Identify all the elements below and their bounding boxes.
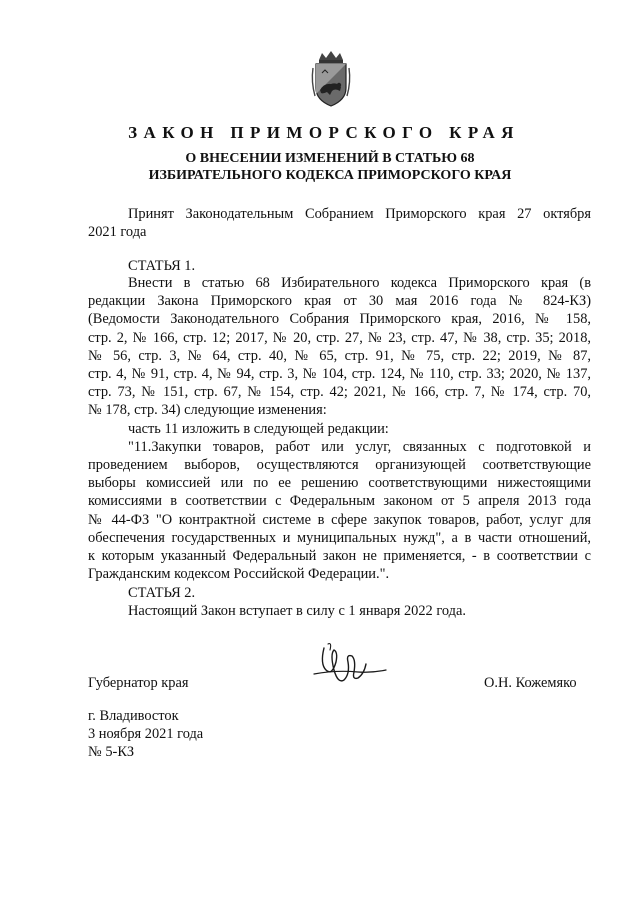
quote-line: комиссиями в соответствии с Федеральным законом от 5 апреля 2013 года bbox=[88, 493, 591, 510]
quote-line: Гражданским кодексом Российской Федерации.". bbox=[88, 566, 390, 583]
article-2-text: Настоящий Закон вступает в силу с 1 января 2022 года. bbox=[128, 603, 466, 619]
quote-line: к которым указанный Федеральный закон не применяется, - в соответствии с bbox=[88, 548, 591, 565]
article-1-line: стр. 4, № 91, стр. 4, № 94, стр. 3, № 104, стр. 124, № 110, стр. 33; 2020, № 137, bbox=[88, 366, 591, 383]
handwritten-signature-icon bbox=[306, 640, 392, 690]
article-1-part-line: часть 11 изложить в следующей редакции: bbox=[128, 420, 389, 437]
adoption-line-1: Принят Законодательным Собранием Приморского края 27 октября bbox=[128, 206, 591, 222]
footer-city: г. Владивосток bbox=[88, 708, 179, 724]
coat-of-arms-icon bbox=[310, 50, 352, 108]
article-2-heading: СТАТЬЯ 2. bbox=[128, 585, 196, 601]
article-1-body bbox=[88, 274, 591, 583]
article-2-heading-block bbox=[88, 584, 591, 602]
footer-date: 3 ноября 2021 года bbox=[88, 726, 204, 742]
signatory-position: Губернатор края bbox=[88, 675, 189, 691]
quote-line: № 44-ФЗ "О контрактной системе в сфере закупок товаров, работ, услуг для bbox=[88, 511, 591, 528]
footer-number: № 5-КЗ bbox=[88, 744, 135, 760]
article-1-line: стр. 2, № 166, стр. 12; 2017, № 20, стр. 27, № 23, стр. 47, № 38, стр. 35; 2018, bbox=[88, 329, 591, 346]
law-subtitle-line-1: О ВНЕСЕНИИ ИЗМЕНЕНИЙ В СТАТЬЮ 68 bbox=[185, 151, 475, 166]
law-subtitle-line-2: ИЗБИРАТЕЛЬНОГО КОДЕКСА ПРИМОРСКОГО КРАЯ bbox=[148, 168, 512, 183]
article-1-heading: СТАТЬЯ 1. bbox=[128, 258, 196, 274]
article-1-line: (Ведомости Законодательного Собрания Приморского края, 2016, № 158, bbox=[88, 311, 591, 328]
adoption-paragraph bbox=[88, 205, 591, 241]
quote-line: обеспечения государственных и муниципальных нужд", а в части отношений, bbox=[88, 529, 591, 546]
adoption-line-2: 2021 года bbox=[88, 224, 147, 241]
law-title: ЗАКОН ПРИМОРСКОГО КРАЯ bbox=[128, 123, 520, 142]
quote-line: "11.Закупки товаров, работ или услуг, связанных с подготовкой и bbox=[128, 438, 591, 455]
article-1-line: № 178, стр. 34) следующие изменения: bbox=[88, 402, 327, 419]
article-1-heading-block bbox=[88, 257, 591, 275]
quote-line: проведением выборов, осуществляются организующей соответствующие bbox=[88, 457, 591, 474]
signatory-name: О.Н. Кожемяко bbox=[484, 675, 577, 691]
document-footer bbox=[88, 707, 203, 761]
article-1-line: № 56, стр. 3, № 64, стр. 40, № 65, стр. 91, № 75, стр. 22; 2019, № 87, bbox=[88, 347, 591, 364]
quote-line: выборы комиссией или по ее решению соответствующими нижестоящими bbox=[88, 475, 591, 492]
article-1-line: редакции Закона Приморского края от 30 мая 2016 года № 824-КЗ) bbox=[88, 293, 591, 310]
article-1-line: стр. 73, № 151, стр. 67, № 154, стр. 42; 2021, № 166, стр. 7, № 174, стр. 70, bbox=[88, 384, 591, 401]
article-1-line: Внести в статью 68 Избирательного кодекса Приморского края (в bbox=[128, 275, 591, 291]
article-2-body bbox=[88, 602, 591, 620]
